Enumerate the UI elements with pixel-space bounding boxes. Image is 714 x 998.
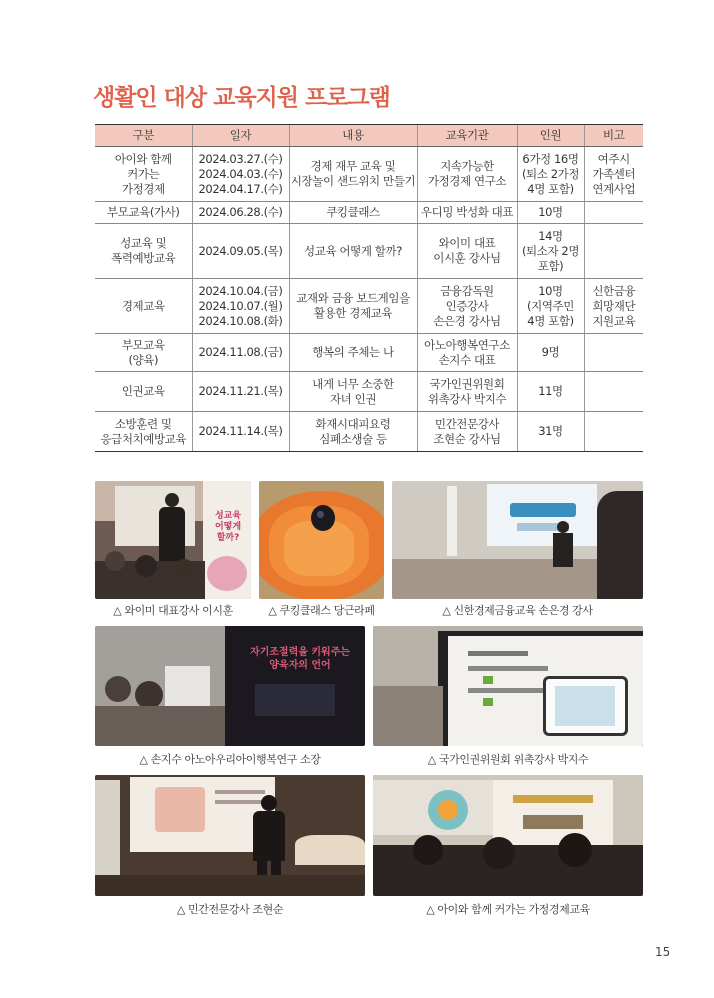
cell-note [584, 372, 643, 412]
cell-people: 11명 [517, 372, 584, 412]
cell-institution: 금융감독원 인증강사 손은경 강사님 [417, 279, 517, 334]
table-row [95, 372, 643, 412]
header-category: 구분 [95, 125, 192, 147]
table-header-row [95, 125, 643, 147]
header-people: 인원 [517, 125, 584, 147]
cell-dates: 2024.09.05.(목) [192, 224, 289, 279]
cell-category: 성교육 및 폭력예방교육 [95, 224, 192, 279]
cell-people: 10명 [517, 202, 584, 224]
caption-photo-7: △ 아이와 함께 커가는 가정경제교육 [426, 903, 590, 916]
cell-dates: 2024.10.04.(금) 2024.10.07.(월) 2024.10.08.(화) [192, 279, 289, 334]
cell-category: 경제교육 [95, 279, 192, 334]
cell-dates: 2024.06.28.(수) [192, 202, 289, 224]
header-content: 내용 [289, 125, 417, 147]
cell-dates: 2024.11.14.(목) [192, 412, 289, 452]
table-row [95, 334, 643, 372]
caption-photo-5: △ 국가인권위원회 위촉강사 박지수 [427, 753, 589, 766]
table-row [95, 224, 643, 279]
photo-human-rights [373, 626, 643, 746]
cell-note [584, 224, 643, 279]
cell-category: 부모교육 (양육) [95, 334, 192, 372]
photo-finance-class [392, 481, 643, 599]
cell-people: 14명 (퇴소자 2명 포함) [517, 224, 584, 279]
cell-note [584, 202, 643, 224]
cell-dates: 2024.11.21.(목) [192, 372, 289, 412]
cell-content: 내게 너무 소중한 자녀 인권 [289, 372, 417, 412]
header-institution: 교육기관 [417, 125, 517, 147]
cell-content: 교재와 금융 보드게임을 활용한 경제교육 [289, 279, 417, 334]
caption-photo-2: △ 쿠킹클래스 당근라페 [268, 604, 375, 617]
cell-dates: 2024.03.27.(수) 2024.04.03.(수) 2024.04.17.(수) [192, 147, 289, 202]
cell-people: 6가정 16명 (퇴소 2가정 4명 포함) [517, 147, 584, 202]
cell-dates: 2024.11.08.(금) [192, 334, 289, 372]
cell-note: 여주시 가족센터 연계사업 [584, 147, 643, 202]
cell-category: 소방훈련 및 응급처치예방교육 [95, 412, 192, 452]
table-row [95, 202, 643, 224]
cell-category: 인권교육 [95, 372, 192, 412]
screen-text: 자기조절력을 키워주는 양육자의 언어 [249, 647, 351, 671]
cell-institution: 지속가능한 가정경제 연구소 [417, 147, 517, 202]
photo-lecturer-sex-education [95, 481, 251, 599]
caption-photo-4: △ 손지수 아노아우리아이행복연구 소장 [139, 753, 321, 766]
olive-garnish [311, 505, 335, 531]
header-date: 일자 [192, 125, 289, 147]
cell-content: 화재시대피요령 심폐소생술 등 [289, 412, 417, 452]
table-row [95, 412, 643, 452]
instructor-figure [261, 795, 277, 811]
cell-note: 신한금융 희망재단 지원교육 [584, 279, 643, 334]
cell-content: 쿠킹클래스 [289, 202, 417, 224]
cell-people: 9명 [517, 334, 584, 372]
photo-parenting-lecture [95, 626, 365, 746]
caption-photo-1: △ 와이미 대표강사 이시훈 [113, 604, 233, 617]
cell-content: 행복의 주체는 나 [289, 334, 417, 372]
cell-institution: 우디밍 박성화 대표 [417, 202, 517, 224]
cell-content: 성교육 어떻게 할까? [289, 224, 417, 279]
table-row [95, 147, 643, 202]
page-number: 15 [655, 945, 671, 959]
cell-institution: 국가인권위원회 위촉강사 박지수 [417, 372, 517, 412]
caption-photo-3: △ 신한경제금융교육 손은경 강사 [442, 604, 593, 617]
cell-people: 31명 [517, 412, 584, 452]
cell-content: 경제 재무 교육 및 시장놀이 샌드위치 만들기 [289, 147, 417, 202]
cell-category: 아이와 함께 커가는 가정경제 [95, 147, 192, 202]
lecturer-figure [165, 493, 179, 507]
banner-text: 성교육 어떻게 할까? [214, 511, 242, 543]
program-table [95, 124, 643, 452]
table-row [95, 279, 643, 334]
photo-fire-safety [95, 775, 365, 896]
cell-note [584, 334, 643, 372]
caption-photo-6: △ 민간전문강사 조현순 [176, 903, 284, 916]
photo-carrot-rapee [259, 481, 384, 599]
cell-institution: 민간전문강사 조현순 강사님 [417, 412, 517, 452]
header-note: 비고 [584, 125, 643, 147]
cell-people: 10명 (지역주민 4명 포함) [517, 279, 584, 334]
page-title: 생활인 대상 교육지원 프로그램 [93, 85, 390, 111]
cell-institution: 아노아행복연구소 손지수 대표 [417, 334, 517, 372]
cell-institution: 와이미 대표 이시훈 강사님 [417, 224, 517, 279]
cell-note [584, 412, 643, 452]
photo-family-economy [373, 775, 643, 896]
cell-category: 부모교육(가사) [95, 202, 192, 224]
